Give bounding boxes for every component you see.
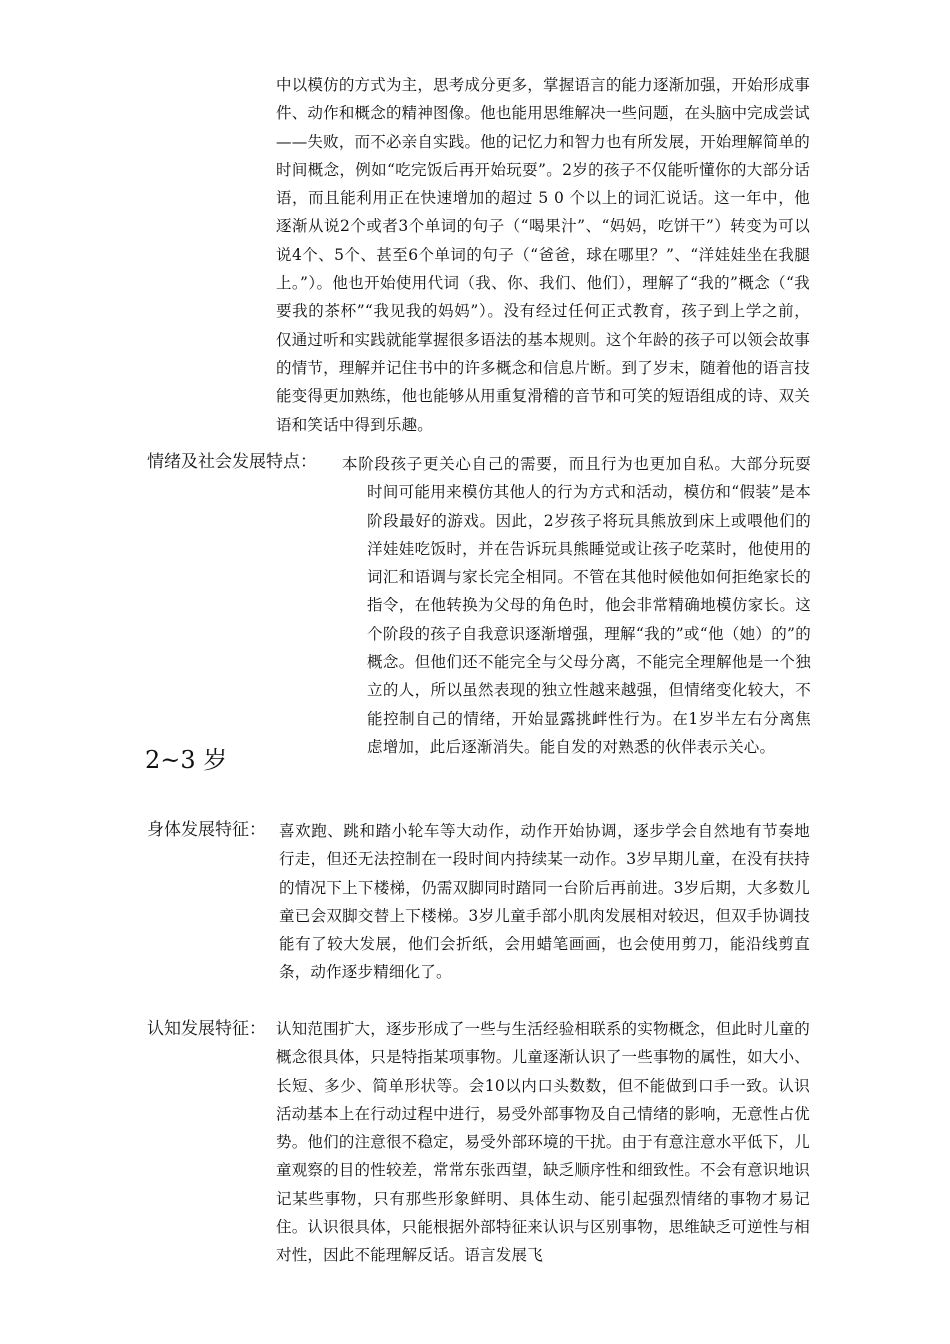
physical-section-label: 身体发展特征： <box>147 820 266 840</box>
cognitive-paragraph: 认知范围扩大，逐步形成了一些与生活经验相联系的实物概念，但此时儿童的概念很具体，只是特指某项事物。儿童逐渐认识了一些事物的属性，如大小、长短、多少、简单形状等。会10以内口头数数，但不能做到口手一致。认识活动基本上在行动过程中进行，易受外部事物及自己情绪的影响，无意性占优势。他们的注意很不稳定，易受外部环境的干扰。由于有意注意水平低下，儿童观察的目的性较差，常常东张西望，缺乏顺序性和细致性。不会有意识地识记某些事物，只有那些形象鲜明、具体生动、能引起强烈情绪的事物才易记住。认识很具体，只能根据外部特征来认识与区别事物，思维缺乏可逆性与相对性，因此不能理解反话。语言发展飞 <box>276 1020 810 1265</box>
emotional-section-label: 情绪及社会发展特点： <box>147 452 317 472</box>
cognitive-section-label: 认知发展特征： <box>147 1019 266 1039</box>
emotional-paragraph: 本阶段孩子更关心自己的需要，而且行为也更加自私。大部分玩耍时间可能用来模仿其他人的行为方式和活动，模仿和“假装”是本阶段最好的游戏。因此，2岁孩子将玩具熊放到床上或喂他们的洋娃娃吃饭时，并在告诉玩具熊睡觉或让孩子吃菜时，他使用的词汇和语调与家长完全相同。不管在其他时候他如何拒绝家长的指令，在他转换为父母的角色时，他会非常精确地模仿家长。这个阶段的孩子自我意识逐渐增强，理解“我的”或“他（她）的”的概念。但他们还不能完全与父母分离，不能完全理解他是一个独立的人，所以虽然表现的独立性越来越强，但情绪变化较大，不能控制自己的情绪，开始显露挑衅性行为。在1岁半左右分离焦虑增加，此后逐渐消失。能自发的对熟悉的伙伴表示关心。 <box>342 455 811 756</box>
age-section-heading: 2~3 岁 <box>145 746 228 774</box>
physical-paragraph: 喜欢跑、跳和踏小轮车等大动作，动作开始协调，逐步学会自然地有节奏地行走，但还无法控制在一段时间内持续某一动作。3岁早期儿童，在没有扶持的情况下上下楼梯，仍需双脚同时踏同一台阶后再前进。3岁后期，大多数儿童已会双脚交替上下楼梯。3岁儿童手部小肌肉发展相对较迟，但双手协调技能有了较大发展，他们会折纸，会用蜡笔画画，也会使用剪刀，能沿线剪直条，动作逐步精细化了。 <box>279 822 810 982</box>
continuation-paragraph: 中以模仿的方式为主，思考成分更多，掌握语言的能力逐渐加强，开始形成事件、动作和概念的精神图像。他也能用思维解决一些问题，在头脑中完成尝试——失败，而不必亲自实践。他的记忆力和智力也有所发展，开始理解简单的时间概念，例如“吃完饭后再开始玩耍”。2岁的孩子不仅能听懂你的大部分话语，而且能利用正在快速增加的超过 5 0 个以上的词汇说话。这一年中，他逐渐从说2个或者3个单词的句子（“喝果汁”、“妈妈，吃饼干”）转变为可以说4个、5个、甚至6个单词的句子（“爸爸，球在哪里？”、“洋娃娃坐在我腿上。”）。他也开始使用代词（我、你、我们、他们），理解了“我的”概念（“我要我的茶杯”“我见我的妈妈”）。没有经过任何正式教育，孩子到上学之前，仅通过听和实践就能掌握很多语法的基本规则。这个年龄的孩子可以领会故事的情节，理解并记住书中的许多概念和信息片断。到了岁末，随着他的语言技能变得更加熟练，他也能够从用重复滑稽的音节和可笑的短语组成的诗、双关语和笑话中得到乐趣。 <box>276 76 810 434</box>
